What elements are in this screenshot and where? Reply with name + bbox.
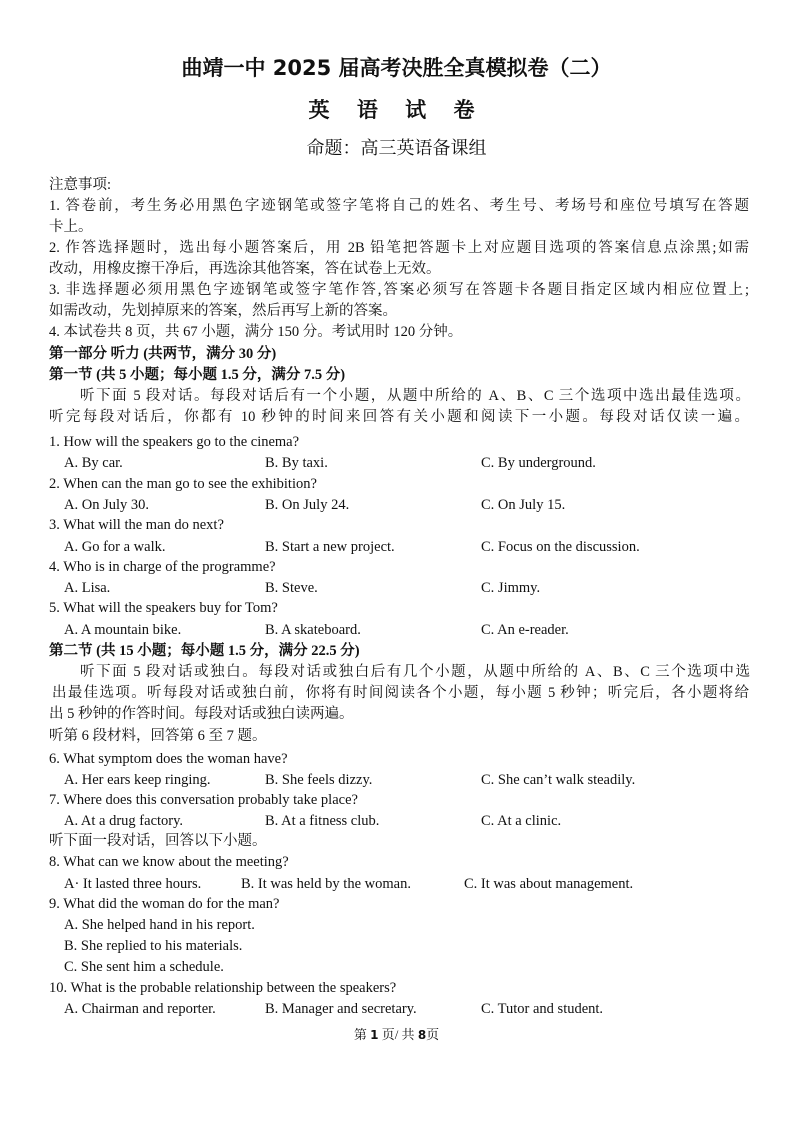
question-10-option-a: A. Chairman and reporter. bbox=[64, 1001, 216, 1017]
section2-intro-line-3: 出 5 秒钟的作答时间。每段对话或独白读两遍。 bbox=[49, 706, 354, 722]
note-3-line-2: 如需改动，先划掉原来的答案，然后再写上新的答案。 bbox=[49, 303, 397, 319]
question-6-option-b: B. She feels dizzy. bbox=[265, 772, 373, 788]
question-10-option-b: B. Manager and secretary. bbox=[265, 1001, 417, 1017]
note-2-line-2: 改动，用橡皮擦干净后，再选涂其他答案，答在试卷上无效。 bbox=[49, 261, 441, 277]
question-10-option-c: C. Tutor and student. bbox=[481, 1001, 604, 1017]
section1-heading: 第一节 (共 5 小题；每小题 1.5 分，满分 7.5 分) bbox=[49, 367, 346, 383]
section2-intro-line-1: 听下面 5 段对话或独白。每段对话或独白后有几个小题，从题中所给的 A、B、C 三个选项中选 bbox=[80, 664, 750, 680]
question-9-stem: 9. What did the woman do for the man? bbox=[49, 896, 280, 912]
question-3-stem: 3. What will the man do next? bbox=[49, 517, 224, 533]
footer-page-number: 1 bbox=[370, 1028, 379, 1042]
question-8-option-b: B. It was held by the woman. bbox=[241, 876, 411, 892]
part1-heading: 第一部分 听力 (共两节，满分 30 分) bbox=[49, 346, 277, 362]
page-footer bbox=[0, 1024, 793, 1043]
exam-author: 命题：高三英语备课组 bbox=[306, 138, 487, 159]
question-5-option-c: C. An e-reader. bbox=[481, 622, 569, 638]
notes-heading: 注意事项: bbox=[49, 177, 112, 193]
question-9-option-a: A. She helped hand in his report. bbox=[64, 917, 255, 933]
section2-heading: 第二节 (共 15 小题；每小题 1.5 分，满分 22.5 分) bbox=[49, 643, 360, 659]
question-2-option-b: B. On July 24. bbox=[265, 497, 350, 513]
question-2-option-a: A. On July 30. bbox=[64, 497, 149, 513]
section2-intro-line-2: 出最佳选项。听每段对话或独白前，你将有时间阅读各个小题，每小题 5 秒钟；听完后，各小题将给 bbox=[52, 685, 749, 701]
question-4-option-b: B. Steve. bbox=[265, 580, 318, 596]
note-2-line-1: 2. 作答选择题时，选出每小题答案后，用 2B 铅笔把答题卡上对应题目选项的答案信息点涂黑;如需 bbox=[49, 240, 749, 256]
note-3-line-1: 3. 非选择题必须用黑色字迹钢笔或签字笔作答,答案必须写在答题卡各题目指定区域内相应位置上; bbox=[49, 282, 749, 298]
question-10-stem: 10. What is the probable relationship between the speakers? bbox=[49, 980, 397, 996]
question-4-option-c: C. Jimmy. bbox=[481, 580, 541, 596]
question-8-stem: 8. What can we know about the meeting? bbox=[49, 854, 289, 870]
question-5-option-a: A. A mountain bike. bbox=[64, 622, 182, 638]
note-4: 4. 本试卷共 8 页，共 67 小题，满分 150 分。考试用时 120 分钟。 bbox=[49, 324, 463, 340]
note-1-line-2: 卡上。 bbox=[49, 219, 93, 235]
question-2-option-c: C. On July 15. bbox=[481, 497, 566, 513]
question-3-option-a: A. Go for a walk. bbox=[64, 539, 166, 555]
question-3-option-c: C. Focus on the discussion. bbox=[481, 539, 640, 555]
question-7-stem: 7. Where does this conversation probably take place? bbox=[49, 792, 358, 808]
question-5-stem: 5. What will the speakers buy for Tom? bbox=[49, 600, 278, 616]
section1-intro-line-2: 听完每段对话后，你都有 10 秒钟的时间来回答有关小题和阅读下一小题。每段对话仅读一遍。 bbox=[49, 409, 749, 425]
question-7-option-b: B. At a fitness club. bbox=[265, 813, 380, 829]
question-7-option-c: C. At a clinic. bbox=[481, 813, 562, 829]
section1-intro-line-1: 听下面 5 段对话。每段对话后有一个小题，从题中所给的 A、B、C 三个选项中选出最佳选项。 bbox=[80, 388, 750, 404]
exam-subject: 英 语 试 卷 bbox=[308, 98, 485, 122]
question-5-option-b: B. A skateboard. bbox=[265, 622, 361, 638]
question-3-option-b: B. Start a new project. bbox=[265, 539, 395, 555]
question-1-stem: 1. How will the speakers go to the cinema? bbox=[49, 434, 300, 450]
footer-prefix: 第 bbox=[353, 1027, 371, 1042]
footer-middle: 页/ 共 bbox=[378, 1027, 418, 1042]
footer-total-pages: 8 bbox=[417, 1028, 427, 1042]
question-1-option-c: C. By underground. bbox=[481, 455, 596, 471]
question-2-stem: 2. When can the man go to see the exhibition? bbox=[49, 476, 317, 492]
note-1-line-1: 1. 答卷前，考生务必用黑色字迹钢笔或签字笔将自己的姓名、考生号、考场号和座位号填写在答题 bbox=[49, 198, 749, 214]
listen-material-6: 听第 6 段材料，回答第 6 至 7 题。 bbox=[49, 728, 267, 744]
exam-title: 曲靖一中 2025 届高考决胜全真模拟卷（二） bbox=[181, 56, 612, 80]
question-6-option-a: A. Her ears keep ringing. bbox=[64, 772, 211, 788]
question-9-option-b: B. She replied to his materials. bbox=[64, 938, 243, 954]
question-6-stem: 6. What symptom does the woman have? bbox=[49, 751, 288, 767]
question-9-option-c: C. She sent him a schedule. bbox=[64, 959, 224, 975]
question-7-option-a: A. At a drug factory. bbox=[64, 813, 184, 829]
question-4-stem: 4. Who is in charge of the programme? bbox=[49, 559, 276, 575]
question-1-option-b: B. By taxi. bbox=[265, 455, 328, 471]
listen-next-dialogue: 听下面一段对话，回答以下小题。 bbox=[49, 833, 267, 849]
question-6-option-c: C. She can’t walk steadily. bbox=[481, 772, 636, 788]
question-8-option-a: A· It lasted three hours. bbox=[64, 876, 202, 892]
question-4-option-a: A. Lisa. bbox=[64, 580, 111, 596]
question-1-option-a: A. By car. bbox=[64, 455, 123, 471]
question-8-option-c: C. It was about management. bbox=[464, 876, 634, 892]
footer-suffix: 页 bbox=[426, 1027, 440, 1042]
